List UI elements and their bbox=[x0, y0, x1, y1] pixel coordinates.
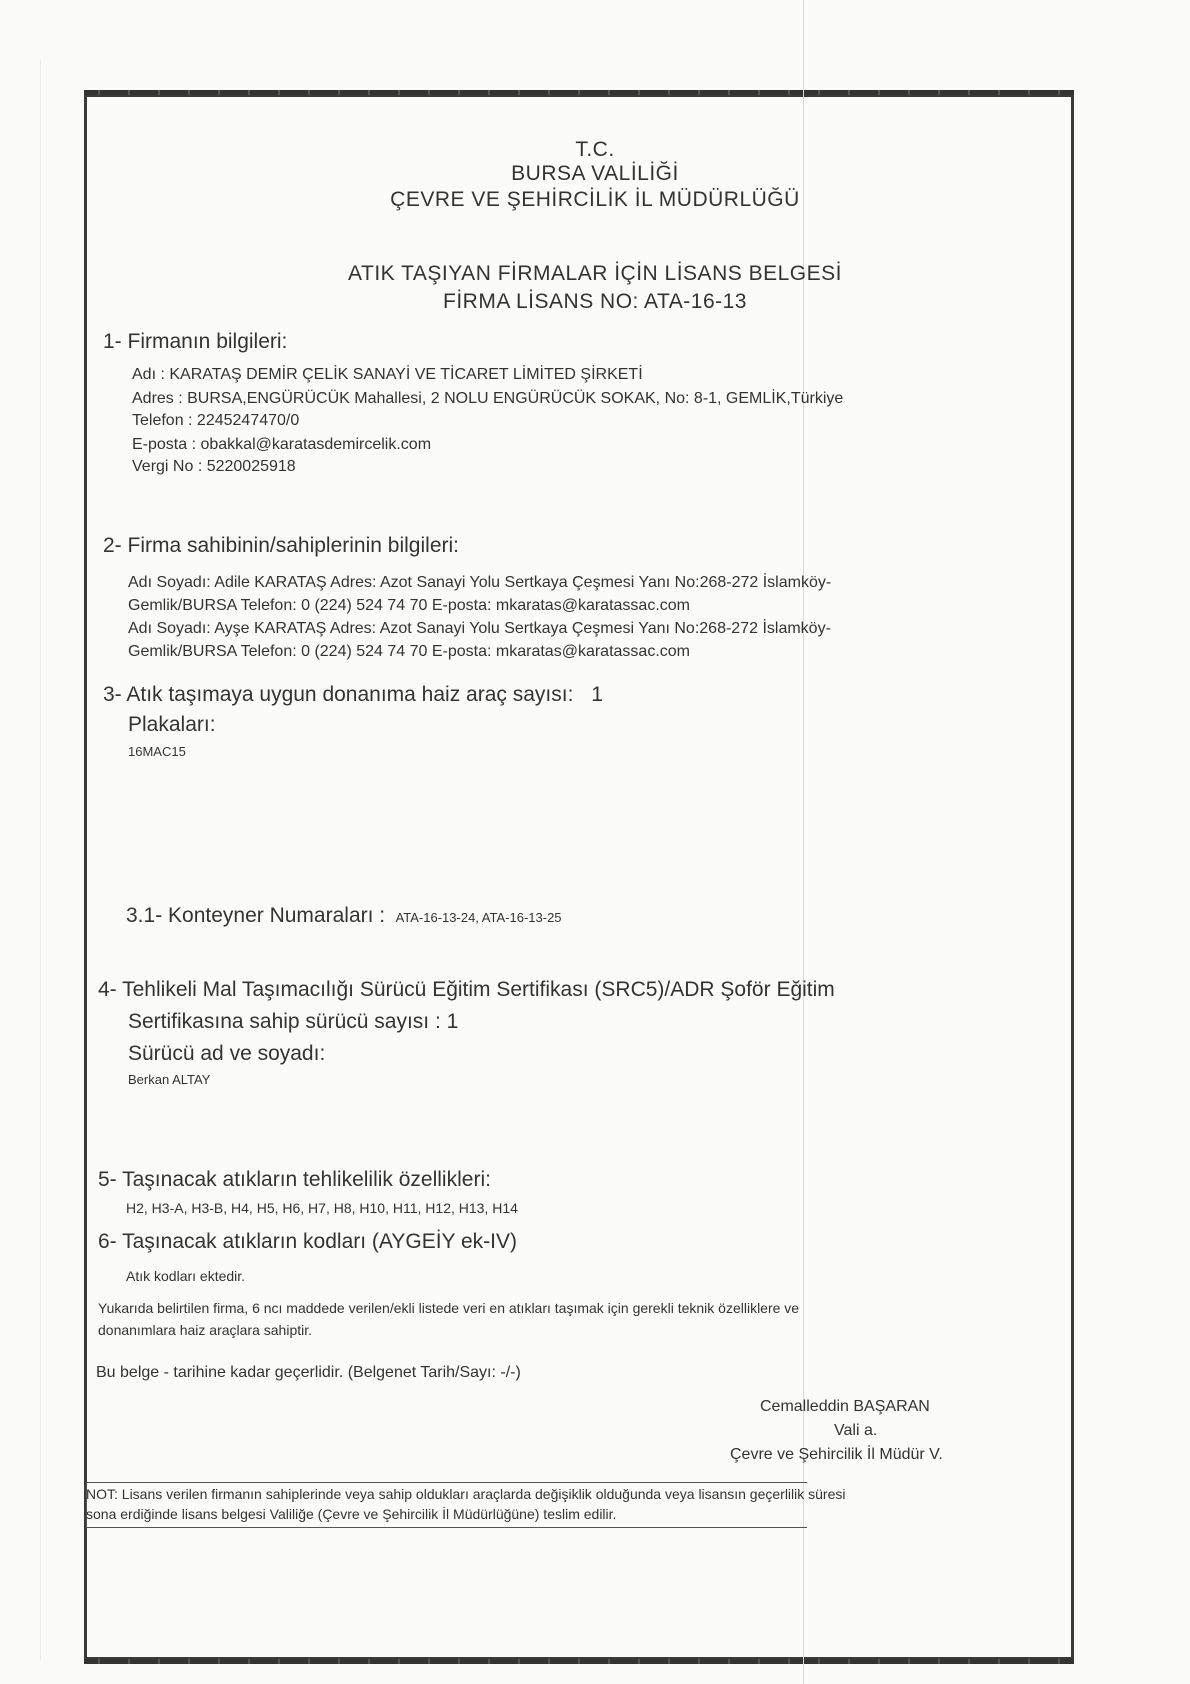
section4-heading-line1: 4- Tehlikeli Mal Taşımacılığı Sürücü Eğitim Sertifikası (SRC5)/ADR Şoför Eğitim bbox=[98, 978, 835, 1001]
document-title: ATIK TAŞIYAN FİRMALAR İÇİN LİSANS BELGESİ bbox=[348, 262, 842, 285]
note-line1: NOT: Lisans verilen firmanın sahiplerinde veya sahip oldukları araçlarda değişiklik olduğunda veya lisansın geçerlilik süresi bbox=[86, 1486, 846, 1502]
owner1-line2: Gemlik/BURSA Telefon: 0 (224) 524 74 70 E-posta: mkaratas@karatassac.com bbox=[128, 597, 690, 614]
document-frame bbox=[84, 94, 1074, 1660]
section1-heading: 1- Firmanın bilgileri: bbox=[103, 330, 288, 353]
statement-line2: donanımlara haiz araçlara sahiptir. bbox=[98, 1322, 313, 1338]
header-governorship: BURSA VALİLİĞİ bbox=[511, 162, 679, 185]
section4-heading-line2: Sertifikasına sahip sürücü sayısı : 1 bbox=[128, 1010, 459, 1033]
signatory-name: Cemalleddin BAŞARAN bbox=[760, 1398, 930, 1415]
signatory-title: Çevre ve Şehircilik İl Müdür V. bbox=[730, 1446, 943, 1463]
section3-heading bbox=[103, 683, 603, 707]
company-address: Adres : BURSA,ENGÜRÜCÜK Mahallesi, 2 NOLU ENGÜRÜCÜK SOKAK, No: 8-1, GEMLİK,Türkiye bbox=[132, 390, 844, 407]
frame-bottom-border bbox=[84, 1659, 1074, 1664]
signatory-role: Vali a. bbox=[834, 1422, 878, 1439]
header-directorate: ÇEVRE VE ŞEHİRCİLİK İL MÜDÜRLÜĞÜ bbox=[390, 188, 800, 211]
footer-note bbox=[86, 1484, 1086, 1524]
header-country: T.C. bbox=[575, 138, 615, 161]
license-number: FİRMA LİSANS NO: ATA-16-13 bbox=[443, 290, 747, 313]
owner1-line1: Adı Soyadı: Adile KARATAŞ Adres: Azot Sanayi Yolu Sertkaya Çeşmesi Yanı No:268-272 İslamköy- bbox=[128, 574, 832, 591]
validity-statement: Bu belge - tarihine kadar geçerlidir. (Belgenet Tarih/Sayı: -/-) bbox=[96, 1364, 521, 1381]
driver-name: Berkan ALTAY bbox=[128, 1072, 211, 1087]
company-tax-no: Vergi No : 5220025918 bbox=[132, 458, 296, 475]
note-line2: sona erdiğinde lisans belgesi Valiliğe (Çevre ve Şehircilik İl Müdürlüğüne) teslim edilir. bbox=[86, 1506, 617, 1522]
vehicle-count: 1 bbox=[591, 683, 603, 706]
hazard-properties: H2, H3-A, H3-B, H4, H5, H6, H7, H8, H10, H11, H12, H13, H14 bbox=[126, 1200, 518, 1216]
section6-heading: 6- Taşınacak atıkların kodları (AYGEİY ek-IV) bbox=[98, 1230, 518, 1253]
company-name: Adı : KARATAŞ DEMİR ÇELİK SANAYİ VE TİCARET LİMİTED ŞİRKETİ bbox=[132, 366, 643, 383]
scan-artifact-line bbox=[803, 0, 804, 1684]
plate-number: 16MAC15 bbox=[128, 744, 186, 759]
owner2-line2: Gemlik/BURSA Telefon: 0 (224) 524 74 70 E-posta: mkaratas@karatassac.com bbox=[128, 643, 690, 660]
company-email: E-posta : obakkal@karatasdemircelik.com bbox=[132, 436, 432, 453]
statement-line1: Yukarıda belirtilen firma, 6 ncı maddede verilen/ekli listede veri en atıkları taşımak için gerekli teknik özelliklere ve bbox=[98, 1300, 800, 1316]
waste-codes: Atık kodları ektedir. bbox=[126, 1268, 246, 1284]
owner2-line1: Adı Soyadı: Ayşe KARATAŞ Adres: Azot Sanayi Yolu Sertkaya Çeşmesi Yanı No:268-272 İslamköy- bbox=[128, 620, 831, 637]
driver-label: Sürücü ad ve soyadı: bbox=[128, 1042, 326, 1065]
section3-heading-text: 3- Atık taşımaya uygun donanıma haiz araç sayısı: bbox=[103, 683, 574, 706]
container-numbers: ATA-16-13-24, ATA-16-13-25 bbox=[395, 910, 562, 925]
section31-heading: 3.1- Konteyner Numaraları : bbox=[126, 904, 386, 927]
company-phone: Telefon : 2245247470/0 bbox=[132, 412, 300, 429]
frame-top-border bbox=[84, 90, 1074, 95]
section31-row bbox=[126, 904, 562, 928]
plates-label: Plakaları: bbox=[128, 713, 216, 736]
section5-heading: 5- Taşınacak atıkların tehlikelilik özellikleri: bbox=[98, 1168, 491, 1191]
section2-heading: 2- Firma sahibinin/sahiplerinin bilgileri: bbox=[103, 534, 459, 557]
